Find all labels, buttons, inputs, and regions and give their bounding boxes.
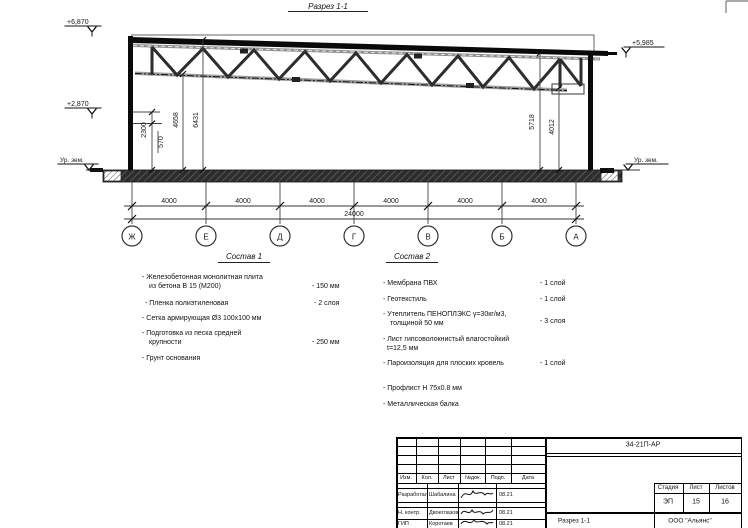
line bbox=[396, 483, 545, 484]
row-date: 08.21 bbox=[499, 520, 513, 527]
line bbox=[396, 455, 545, 456]
sheet-title: Разрез 1-1 bbox=[558, 517, 590, 525]
bay-dim: 4000 bbox=[235, 198, 251, 205]
line bbox=[709, 483, 710, 513]
composition-2-title: Состав 2 bbox=[386, 252, 438, 263]
axis-label: Е bbox=[203, 232, 209, 242]
elevation-label: +6,870 bbox=[67, 19, 89, 26]
ground-mark-left bbox=[90, 168, 103, 172]
list-item: - Мембрана ПВХ bbox=[383, 280, 438, 287]
elevation-ground-right bbox=[624, 157, 668, 170]
col-header: №док. bbox=[464, 475, 482, 481]
line bbox=[396, 464, 545, 465]
line bbox=[545, 437, 547, 528]
row-date: 08.21 bbox=[499, 492, 513, 498]
list-item: толщиной 50 мм bbox=[390, 320, 444, 327]
row-role: Н. контр. bbox=[398, 510, 421, 516]
list-item: - Утеплитель ПЕНОПЛЭКС γ=30кг/м3, bbox=[383, 311, 507, 318]
ground-mark-right bbox=[600, 168, 614, 173]
line bbox=[427, 483, 428, 528]
list-item: - Железобетонная монолитная плита bbox=[142, 274, 263, 281]
dim-2300: 2300 bbox=[141, 122, 148, 138]
col-header: Кол. bbox=[421, 475, 433, 481]
composition-1-title: Состав 1 bbox=[218, 252, 270, 263]
list-item: - Лист гипсоволокнистый влагостойкий bbox=[383, 336, 510, 343]
list-item: - Сетка армирующая Ø3 100x100 мм bbox=[142, 315, 262, 322]
right-wall bbox=[588, 54, 593, 170]
elevation-label: +5,985 bbox=[632, 40, 654, 47]
stage-header: Стадия bbox=[657, 485, 679, 491]
title-block bbox=[396, 437, 742, 528]
line bbox=[438, 437, 439, 483]
line bbox=[741, 437, 743, 528]
list-item: - Профлист Н 75x0.8 мм bbox=[383, 385, 462, 392]
list-item: t=12,5 мм bbox=[387, 345, 419, 352]
bay-dim: 4000 bbox=[383, 198, 399, 205]
axis-label: Ж bbox=[128, 232, 136, 242]
axis-label: Б bbox=[499, 232, 505, 242]
bay-dim: 4000 bbox=[531, 198, 547, 205]
list-item: - Пароизоляция для плоских кровель bbox=[383, 360, 504, 367]
truss-bottom-chord bbox=[135, 72, 567, 93]
bay-dim: 4000 bbox=[309, 198, 325, 205]
doc-number: 34-21П-АР bbox=[625, 441, 661, 449]
dim-6431: 6431 bbox=[193, 112, 200, 128]
sheet-header: Лист bbox=[689, 485, 703, 491]
sheets-value: 16 bbox=[721, 498, 729, 506]
bay-dim: 4000 bbox=[457, 198, 473, 205]
col-header: Лист bbox=[443, 475, 455, 481]
list-item: - Пленка полиэтиленовая bbox=[145, 300, 229, 307]
frame-corner bbox=[726, 1, 748, 13]
col-header: Дата bbox=[521, 475, 535, 481]
line bbox=[396, 446, 545, 447]
line bbox=[511, 437, 512, 483]
line bbox=[683, 483, 684, 513]
line bbox=[396, 473, 545, 474]
line bbox=[496, 483, 497, 528]
item-value: - 2 слоя bbox=[314, 300, 340, 307]
row-name: Шабалина bbox=[429, 492, 456, 498]
left-wall bbox=[128, 36, 133, 170]
building-section bbox=[86, 35, 640, 182]
line bbox=[654, 493, 742, 494]
dim-4012: 4012 bbox=[549, 119, 556, 135]
section-title: Разрез 1-1 bbox=[288, 2, 368, 12]
item-value: - 3 слоя bbox=[540, 318, 566, 325]
dim-570: 570 bbox=[158, 136, 165, 148]
line bbox=[396, 437, 742, 439]
line bbox=[396, 502, 545, 503]
item-value: - 150 мм bbox=[312, 283, 340, 290]
line bbox=[654, 483, 742, 484]
list-item: крупности bbox=[149, 339, 182, 346]
list-item: - Геотекстиль bbox=[383, 296, 427, 303]
col-header: Изм. bbox=[400, 475, 412, 481]
elevation-roof-right bbox=[622, 40, 664, 57]
dim-5718: 5718 bbox=[529, 114, 536, 130]
elevation-label: Ур. зем. bbox=[60, 157, 84, 164]
dimension-chain bbox=[124, 182, 584, 224]
line bbox=[460, 437, 461, 483]
elevation-roof-left bbox=[65, 19, 101, 36]
line bbox=[545, 512, 742, 514]
list-item: - Грунт основания bbox=[142, 355, 201, 362]
axis-bubbles bbox=[122, 226, 586, 246]
item-value: - 1 слой bbox=[540, 296, 566, 303]
list-item: из бетона В 15 (М200) bbox=[149, 283, 221, 290]
line bbox=[545, 453, 742, 454]
row-date: 08.21 bbox=[499, 510, 513, 516]
bay-dim: 4000 bbox=[161, 198, 177, 205]
line bbox=[485, 437, 486, 483]
signature-scribble bbox=[459, 516, 495, 528]
row-role: ГИП bbox=[398, 520, 409, 527]
organization: ООО "Альянс" bbox=[668, 517, 712, 525]
slab-end-left bbox=[104, 171, 121, 181]
row-name: Коротаев bbox=[429, 520, 453, 527]
line bbox=[545, 456, 742, 457]
axis-label: Д bbox=[277, 232, 283, 242]
elevation-label: +2,870 bbox=[67, 101, 89, 108]
line bbox=[416, 437, 417, 483]
axis-label: В bbox=[425, 232, 431, 242]
item-value: - 250 мм bbox=[312, 339, 340, 346]
list-item: - Подготовка из песка средней bbox=[142, 330, 242, 337]
elevation-wall-left bbox=[65, 101, 101, 118]
axis-label: Г bbox=[351, 232, 357, 242]
stage-value: ЭП bbox=[662, 498, 674, 506]
sheet-value: 15 bbox=[692, 498, 700, 506]
list-item: - Металлическая балка bbox=[383, 401, 459, 408]
line bbox=[654, 483, 655, 528]
row-name: Двоеглазов bbox=[429, 510, 459, 516]
axis-label: А bbox=[573, 232, 579, 242]
dim-4658: 4658 bbox=[173, 112, 180, 128]
signature-scribble bbox=[459, 487, 495, 501]
sheets-header: Листов bbox=[715, 485, 735, 491]
row-role: Разработал bbox=[398, 492, 428, 498]
total-dim: 24000 bbox=[344, 211, 364, 218]
item-value: - 1 слой bbox=[540, 280, 566, 287]
col-header: Подп. bbox=[490, 475, 506, 481]
item-value: - 1 слой bbox=[540, 360, 566, 367]
elevation-label: Ур. зем. bbox=[634, 157, 658, 164]
